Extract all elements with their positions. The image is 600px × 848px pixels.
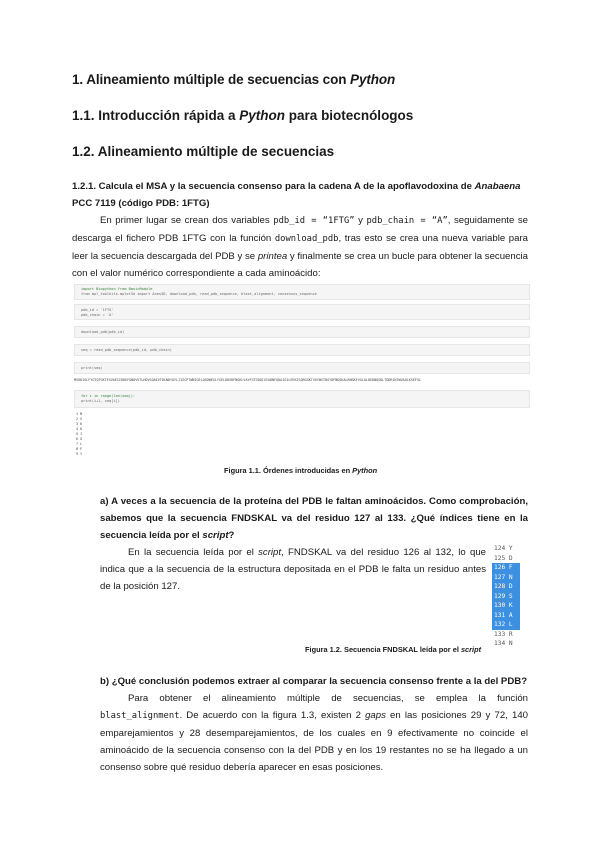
paragraph-intro [72, 212, 528, 282]
text-italic: script [258, 547, 282, 558]
loop-output-line: 9 Y [76, 452, 83, 456]
question-a [100, 493, 528, 544]
sequence-row: 134 N [494, 640, 513, 647]
heading-section-1 [72, 72, 395, 87]
code-cell [74, 284, 530, 300]
sequence-row-highlighted: 128 D [492, 582, 520, 592]
inline-code: blast_alignment [100, 711, 180, 721]
heading-text: 1.1. Introducción rápida a [72, 108, 240, 123]
text-run: y [354, 215, 367, 226]
subsection-title-italic: Anabaena [474, 181, 521, 192]
heading-section-1-1 [72, 108, 413, 123]
sequence-row: 124 Y [494, 545, 513, 552]
code-cell [74, 390, 530, 408]
question-text: ? [228, 530, 235, 541]
inline-code: pdb_id = “1FTG” [273, 216, 355, 226]
text-run: , seguidamente se descarga el fichero PDB 1FTG con la función [72, 215, 528, 244]
inline-code: pdb_chain = “A” [366, 216, 448, 226]
code-cell [74, 326, 530, 338]
loop-output-line: 8 F [76, 447, 83, 451]
sequence-row: 133 R [494, 630, 513, 638]
caption-text: Figura 1.1. Órdenes introducidas en [224, 466, 353, 475]
sequence-row: 125 D [494, 554, 513, 562]
figure-1-2-sequence-listing [492, 544, 520, 649]
sequence-row-highlighted: 132 L [492, 620, 520, 630]
answer-a [100, 544, 486, 595]
loop-output-line: 6 G [76, 437, 83, 441]
caption-italic: script [460, 645, 482, 654]
code-cell [74, 344, 530, 356]
sequence-row-highlighted: 131 A [492, 611, 520, 621]
code-line: print(i+1, seq[i]) [81, 399, 120, 403]
caption-text: Figura 1.2. Secuencia FNDSKAL leída por el [305, 645, 461, 654]
heading-text: para biotecnólogos [285, 108, 414, 123]
text-run: , FNDSKAL va del residuo 126 al 132, lo que indica que a la secuencia de la estructura depositada en el PDB le falta un residuo antes de la posición 127. [100, 547, 486, 592]
text-italic: printea [257, 251, 288, 262]
loop-output-line: 7 L [76, 442, 83, 446]
heading-italic: Python [239, 108, 286, 123]
loop-output-line: 4 K [76, 427, 83, 431]
heading-italic: Python [350, 72, 396, 87]
code-line: pdb_chain = 'A' [81, 313, 114, 317]
sequence-row-highlighted: 130 K [492, 601, 520, 611]
code-text: import Biopython from BasicModule [81, 287, 153, 291]
code-text: for i in range(len(seq)): [81, 394, 136, 398]
text-italic: gaps [365, 710, 386, 721]
inline-code: download_pdb [274, 234, 339, 244]
text-run: en las posiciones 29 y 72, 140 emparejamientos y 28 desemparejamientos, de los cuales en 9 efectivamente no coincide el aminoácido de la secuencia consenso con la del PDB y en los 19 restantes no se ha llegado a un consenso sobre qué residuo debería aparecer en esas posiciones. [100, 710, 528, 773]
sequence-row-highlighted: 127 N [492, 573, 520, 583]
code-line: print(seq) [81, 366, 103, 370]
subsection-number: 1.2.1. [72, 181, 97, 192]
text-run: En primer lugar se crean dos variables [100, 215, 274, 226]
question-text: a) A veces a la secuencia de la proteína del PDB le faltan aminoácidos. Como comprobación, sabemos que la secuencia FNDSKAL va del residuo 127 al 133. ¿Qué índices tiene en la secuencia leída por el [100, 496, 528, 541]
subsection-title-line2: PCC 7119 (código PDB: 1FTG) [72, 198, 210, 209]
heading-text: 1. Alineamiento múltiple de secuencias con [72, 72, 351, 87]
sequence-row-highlighted: 126 F [492, 563, 520, 573]
subsection-title-1-2-1 [72, 178, 528, 212]
text-run: Para obtener el alineamiento múltiple de secuencias, se emplea la función [128, 693, 528, 704]
sequence-output: MSKKIGLFYGTQTGKTESVAEIIRDEFGNDVVTLHDVSQAEVTDLNDYQYLIIGCPTWNIGELQSDWEGLYSELDDVDFNGKLVAYFGTGDQIGYADNFQDAIGILEEKISQRGGKTVGYWSTDGYDFNDSKALRNGKFVGLALDEDNQSDLTDDRIKSWVAQLKSEFGL [74, 378, 422, 382]
text-run: y finalmente se crea un bucle para obtener la secuencia con el valor numérico correspondiente a cada aminoácido: [72, 251, 528, 279]
text-run: . De acuerdo con la figura 1.3, existen 2 [179, 710, 366, 721]
loop-output-line: 2 S [76, 417, 83, 421]
sequence-row-highlighted: 129 S [492, 592, 520, 602]
subsection-title-text: Calcula el MSA y la secuencia consenso para la cadena A de la apoflavodoxina de [96, 181, 475, 192]
question-b [100, 673, 528, 690]
code-cell [74, 362, 530, 374]
loop-output-line: 1 M [76, 412, 83, 416]
text-run: , tras esto se crea una nueva variable para leer la secuencia descargada del PDB y se [72, 233, 528, 262]
code-line: seq = read_pdb_sequence(pdb_id, pdb_chain) [81, 348, 172, 352]
figure-1-2-caption [305, 645, 481, 654]
code-line: download_pdb(pdb_id) [81, 330, 125, 334]
code-line: pdb_id = '1FTG' [81, 308, 114, 312]
figure-1-1-code-screenshot [74, 282, 530, 464]
loop-output-line: 5 I [76, 432, 83, 436]
heading-section-1-2: 1.2. Alineamiento múltiple de secuencias [72, 144, 335, 159]
code-cell [74, 304, 530, 320]
figure-1-1-caption [224, 466, 377, 475]
text-run: En la secuencia leída por el [128, 547, 259, 558]
loop-output-line: 3 K [76, 422, 83, 426]
question-text: b) ¿Qué conclusión podemos extraer al comparar la secuencia consenso frente a la del PDB? [100, 676, 528, 687]
paragraph-answer-b [100, 690, 528, 776]
caption-italic: Python [352, 466, 378, 475]
question-italic: script [202, 530, 229, 541]
code-line: from mpl_toolkits.mplot3d import Axes3D, download_pdb, read_pdb_sequence, blast_alignment, consensus_sequence [81, 292, 317, 296]
